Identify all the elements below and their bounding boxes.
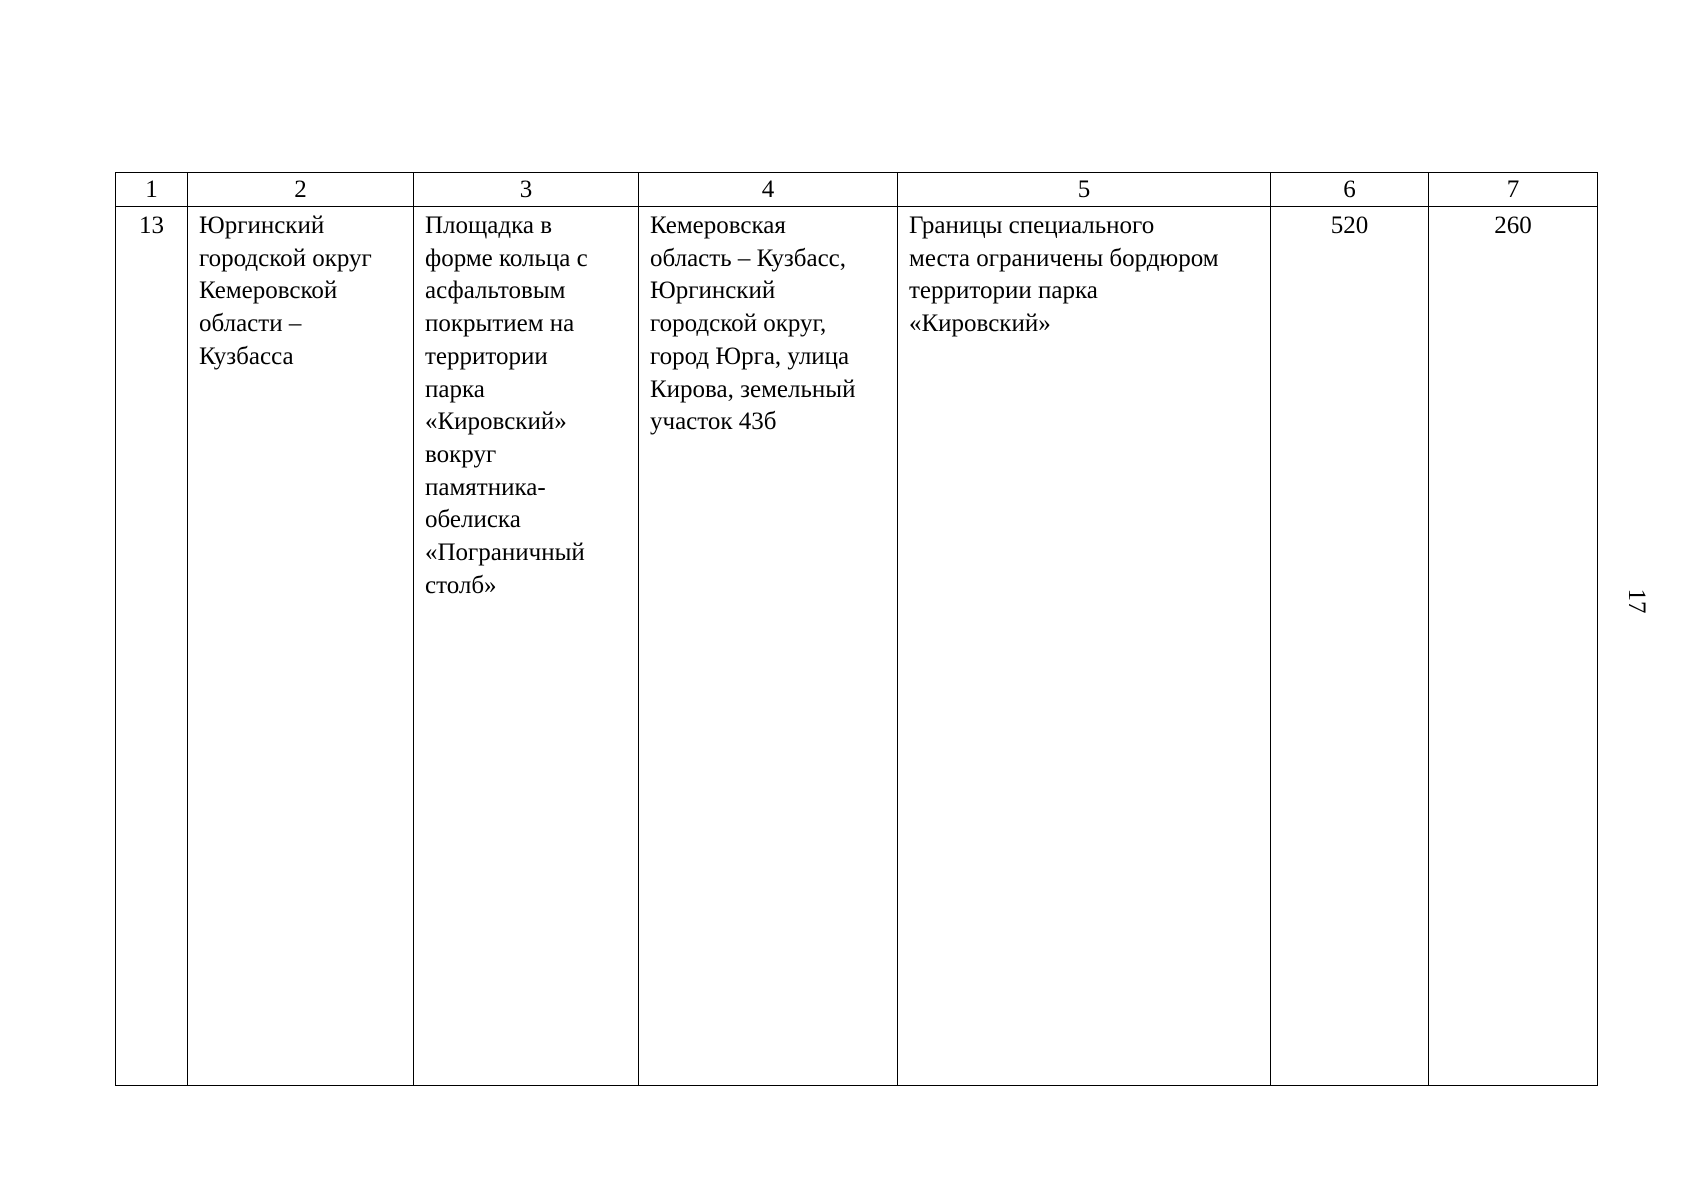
document-table — [115, 172, 1598, 1086]
header-cell-5: 5 — [898, 173, 1271, 207]
table-row — [116, 207, 1598, 1086]
header-cell-7: 7 — [1429, 173, 1598, 207]
header-cell-6: 6 — [1271, 173, 1429, 207]
cell-place-description — [414, 207, 639, 1086]
cell-value-7 — [1429, 207, 1598, 1086]
value-7-text: 260 — [1494, 212, 1532, 239]
page-number: 17 — [1623, 588, 1650, 614]
value-6-text: 520 — [1330, 212, 1369, 239]
cell-value-6 — [1271, 207, 1429, 1086]
header-cell-4: 4 — [639, 173, 898, 207]
place-description-text: Площадка в форме кольца с асфальтовым покрытием на территории парка «Кировский» вокруг памятника- обелиска «Пограничный столб» — [425, 212, 588, 599]
header-cell-3: 3 — [414, 173, 639, 207]
boundaries-text: Границы специального места ограничены бордюром территории парка «Кировский» — [909, 212, 1219, 338]
address-text: Кемеровская область – Кузбасс, Юргинский городской округ, город Юрга, улица Кирова, земельный участок 43б — [650, 212, 856, 436]
row-number-text: 13 — [139, 212, 164, 239]
header-cell-2: 2 — [188, 173, 414, 207]
table-header-row — [116, 173, 1598, 207]
header-cell-1: 1 — [116, 173, 188, 207]
cell-boundaries — [898, 207, 1271, 1086]
cell-address — [639, 207, 898, 1086]
municipality-text: Юргинский городской округ Кемеровской области – Кузбасса — [199, 212, 372, 370]
cell-row-number — [116, 207, 188, 1086]
cell-municipality — [188, 207, 414, 1086]
